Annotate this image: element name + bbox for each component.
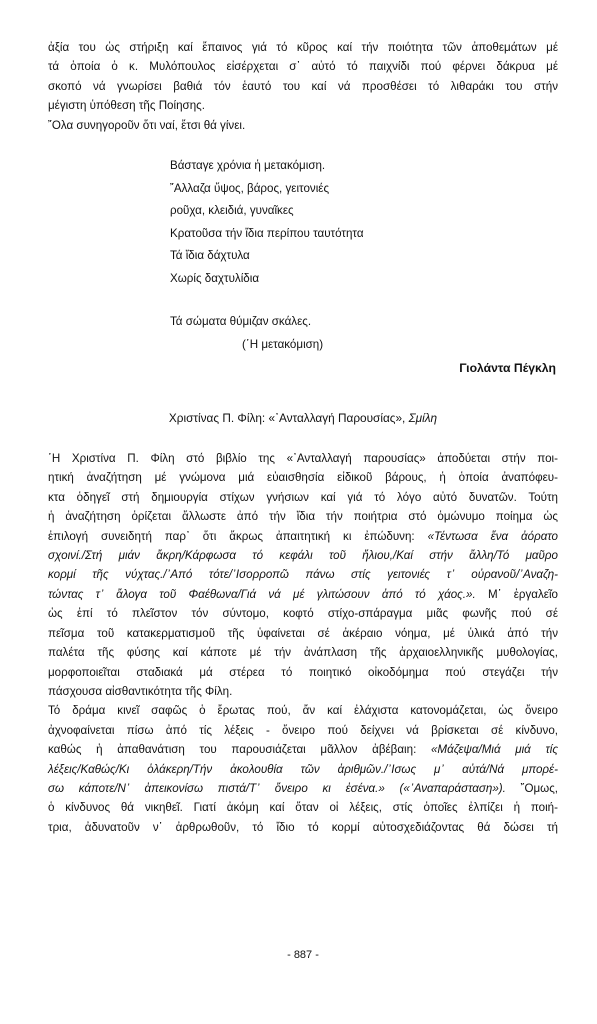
text-line: ὁ κίνδυνος θά νικηθεῖ. Γιατί ἀκόμη καί ὅταν οἱ λέξεις, στίς ὁποῖες ἐλπίζει ἡ ποιή-: [48, 801, 558, 815]
review-paragraph-1: [48, 449, 558, 701]
quote-line: [48, 760, 558, 779]
review-title-publisher: Σμίλη: [408, 411, 438, 426]
text-fragment: καθώς ἡ ἀπαθανάτιση του παρουσιάζεται μᾶλλον ἀβέβαιη:: [48, 743, 417, 757]
quote-fragment: σω κάποτε/Ν᾿ ἀπεικονίσω πιστά/Τ᾿ ὄνειρο κι ἐσένα.» («᾿Αναπαράσταση»).: [48, 781, 506, 795]
poem-line: Τά σώματα θύμιζαν σκάλες.: [170, 315, 312, 329]
quote-fragment: τώντας τ᾿ ἄλογα τοῦ Φαέθωνα/Γιά νά μέ γλιτώσουν ἀπό τό χάος.».: [48, 587, 476, 601]
text-line: [48, 585, 558, 604]
document-page: [48, 38, 558, 1018]
text-line: μορφοποιεῖται σταδιακά μά στέρεα τό ποιητικό οἰκοδόμημα πού στεγάζει τήν: [48, 665, 558, 679]
poem-line: Χωρίς δαχτυλίδια: [170, 271, 260, 285]
text-line: [48, 779, 558, 798]
quote-fragment: σχοινί./Στή μιάν ἄκρη/Κάρφωσα τό κεφάλι τοῦ ἥλιου,/Καί στήν ἄλλη/Τό μαῦρο: [48, 549, 558, 563]
text-line: παλέτα τῆς φύσης καί κάποτε μέ τήν ἀνάπλαση τῆς ἀρχαιοελληνικῆς μυθολογίας,: [48, 646, 558, 660]
text-line: σκοπό νά γνωρίσει βαθιά τόν ἑαυτό του καί νά προσθέσει τό λιθαράκι του στήν: [48, 79, 558, 93]
quote-line: [48, 565, 558, 584]
text-line: ητική ἀναζήτηση μέ γνώμονα μιά εὐαισθησία εἰδικοῦ βάρους, ἡ ὁποία ἀναπόφευ-: [48, 471, 558, 485]
text-line: πεῖσμα τοῦ κατακερματισμοῦ τῆς ὑφαίνεται σέ ἀκέραιο νόημα, μέ ὑλικά ἀπό τήν: [48, 626, 558, 640]
text-line: [48, 740, 558, 759]
text-fragment: ἐπιλογή συνειδητή παρ᾿ ὅτι ἄκρως ἀπαιτητική κι ἐπώδυνη:: [48, 529, 415, 543]
text-line: ὡς ἐπί τό πλεῖστον τόν σύντομο, κοφτό στίχο-σπάραγμα μιᾶς φωνῆς πού σέ: [48, 607, 558, 621]
review-title: [48, 411, 558, 425]
quote-fragment: κορμί τῆς νύχτας./᾿Από τότε/᾿Ισορροπῶ πάνω στίς γειτονιές τ᾿ οὐρανοῦ/᾿Αναζη-: [48, 568, 558, 582]
text-line: ἀχνοφαίνεται πίσω ἀπό τίς λέξεις - ὄνειρο πού δείχνει νά βρίσκεται σέ κίνδυνο,: [48, 723, 558, 737]
text-line: ἡ ἀναζήτηση ὁρίζεται ἄλλωστε ἀπό τήν ἴδια τήν ποιήτρια στό ὁμώνυμο ποίημα ὡς: [48, 510, 558, 524]
text-line: ῾Η Χριστίνα Π. Φίλη στό βιβλίο της «᾿Ανταλλαγή παρουσίας» ἀποδύεται στήν ποι-: [48, 452, 558, 466]
text-line: ἀξία του ὡς στήριξη καί ἔπαινος γιά τό κῦρος καί τήν ποιότητα τῶν ἀποθεμάτων μέ: [48, 41, 558, 54]
text-line: κτα ὁδηγεῖ στή δημιουργία στίχων γνήσιων καί γιά τό λόγο αὐτό δυνατῶν. Τούτη: [48, 490, 558, 504]
text-line: τρια, ἀδυνατοῦν ν᾿ ἀρθρωθοῦν, τό ἴδιο τό κορμί αὐτοσχεδιάζοντας θά δώσει τή: [48, 820, 558, 834]
text-line: Τό δράμα κινεῖ σαφῶς ὁ ἔρωτας πού, ἄν καί ἐλάχιστα κατονομάζεται, ὡς ὄνειρο: [48, 704, 558, 718]
poem-line: Τά ἴδια δάχτυλα: [170, 249, 250, 263]
text-line: [48, 527, 558, 546]
poem-line: Κρατοῦσα τήν ἴδια περίπου ταυτότητα: [170, 226, 364, 240]
quote-fragment: λέξεις/Καθώς/Κι ὁλάκερη/Τήν ἀκολουθία τῶν ἀριθμῶν./᾿Ισως μ᾿ αὐτά/Νά μπορέ-: [48, 762, 558, 776]
stanza-gap: [170, 290, 558, 311]
poem-line: ῎Αλλαζα ὕψος, βάρος, γειτονιές: [170, 181, 330, 195]
author-signature: Γιολάντα Πέγκλη: [459, 361, 556, 376]
text-line: τά ὁποία ὁ κ. Μυλόπουλος εἰσέρχεται σ᾿ αὐτό τό παιχνίδι πού φέρνει δάκρυα μέ: [48, 60, 558, 74]
poem-source: (῾Η μετακόμιση): [242, 337, 324, 351]
poem-line: ροῦχα, κλειδιά, γυναῖκες: [170, 204, 294, 218]
quote-line: [48, 546, 558, 565]
page-number: - 887 -: [287, 949, 319, 961]
poem-line: Βάσταγε χρόνια ἡ μετακόμιση.: [170, 159, 326, 173]
text-fragment: ῎Ομως,: [505, 781, 559, 795]
review-paragraph-2: [48, 701, 558, 837]
text-fragment: Μ᾿ ἐργαλεῖο: [475, 587, 558, 601]
review-title-main: Χριστίνας Π. Φίλη: «᾿Ανταλλαγή Παρουσίας»,: [168, 411, 406, 426]
quote-fragment: «Μάζεψα/Μιά μιά τίς: [416, 743, 559, 757]
intro-closing: ῎Ολα συνηγοροῦν ὅτι ναί, ἔτσι θά γίνει.: [48, 118, 246, 132]
text-line: πάσχουσα αἰσθαντικότητα τῆς Φίλη.: [48, 684, 233, 698]
poem-quotation: [170, 155, 558, 356]
quote-fragment: «Τέντωσα ἕνα ἀόρατο: [427, 529, 558, 543]
intro-paragraph: [48, 38, 558, 135]
text-line: μέγιστη ὑπόθεση τῆς Ποίησης.: [48, 99, 205, 113]
